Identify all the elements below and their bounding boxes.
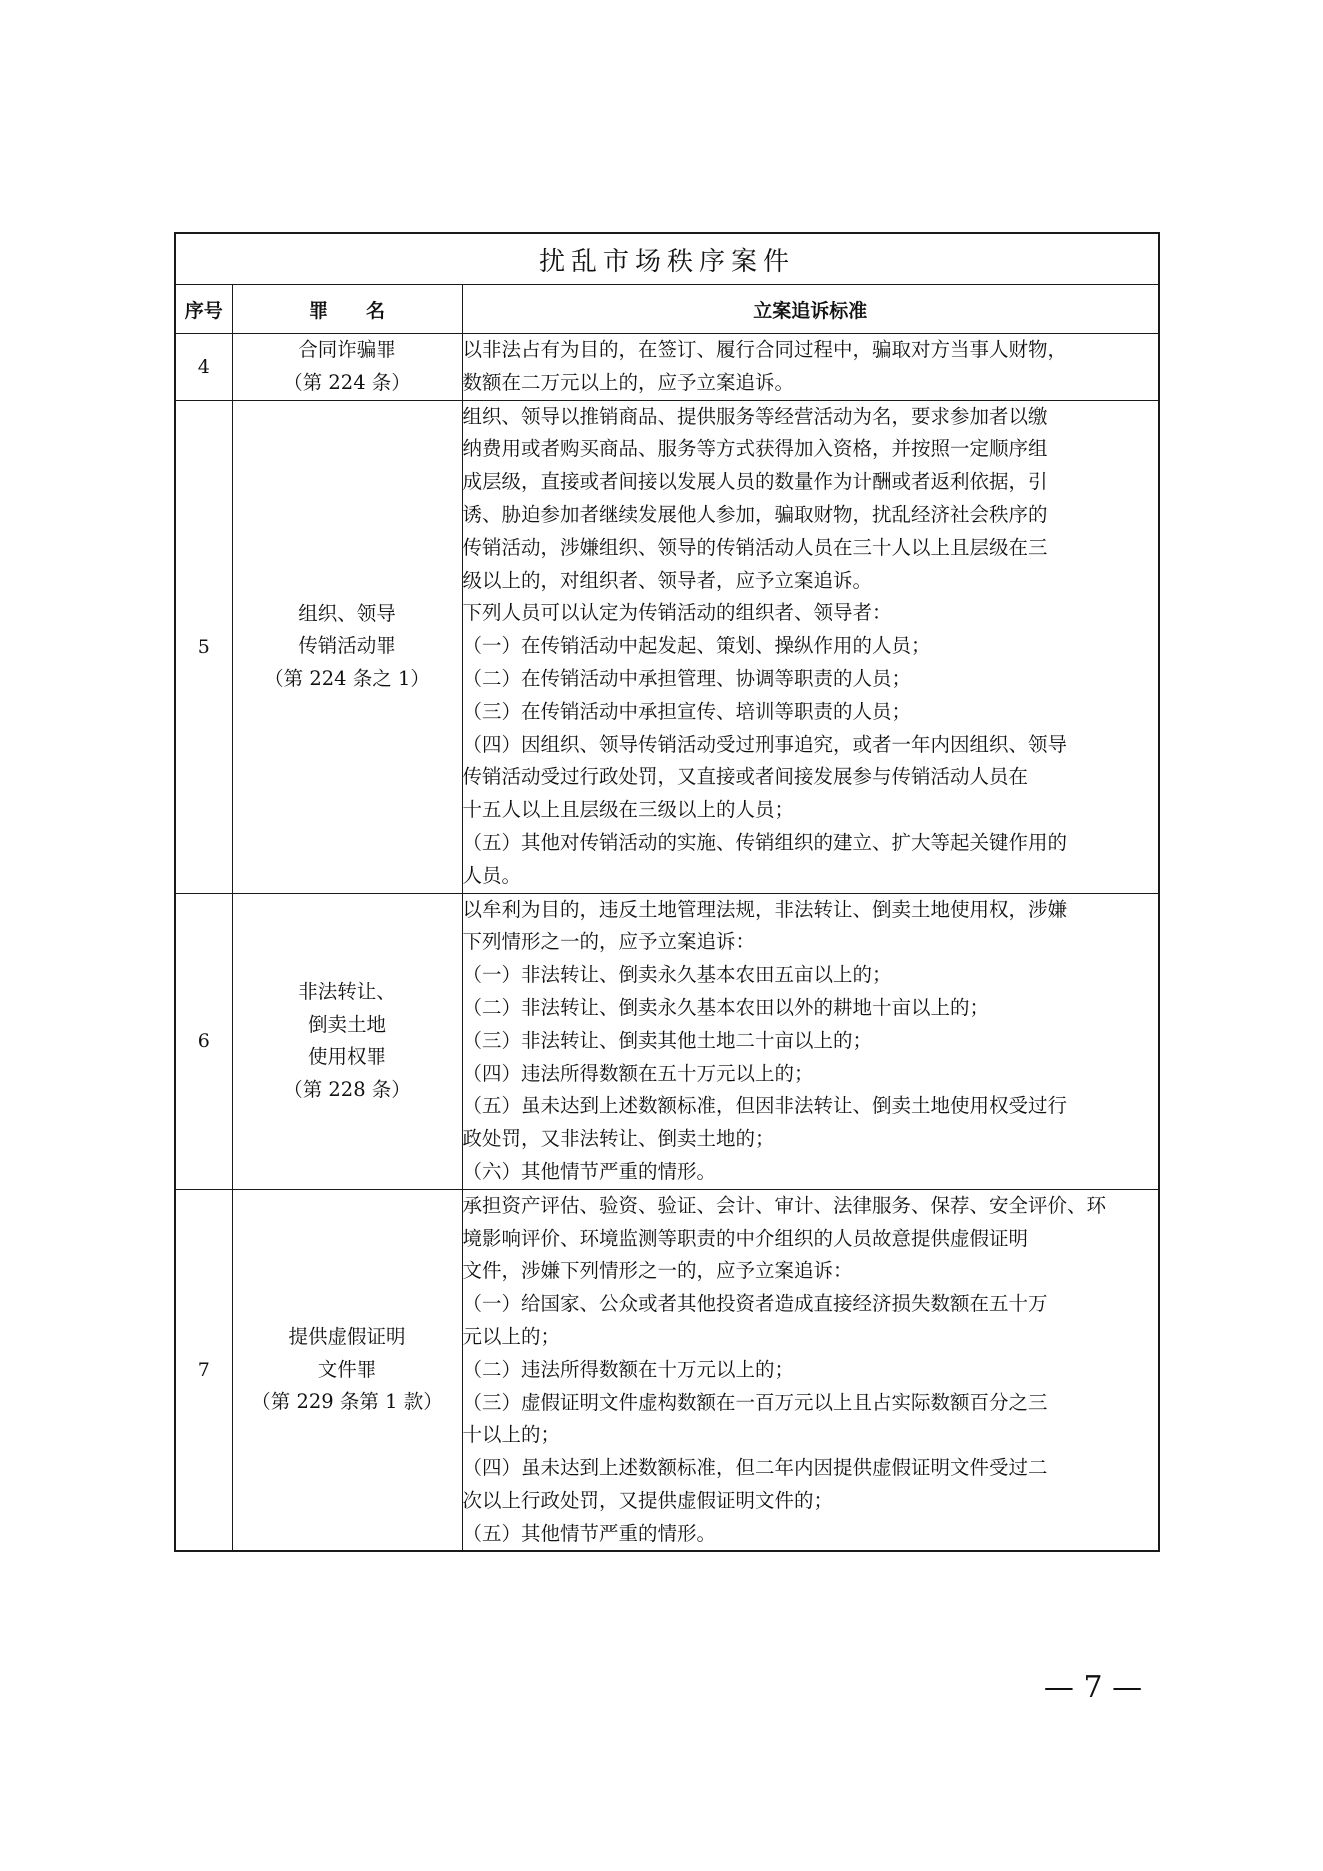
crime-name	[232, 1189, 462, 1551]
standard-line: 政处罚，又非法转让、倒卖土地的；	[462, 1127, 775, 1151]
table-row	[175, 400, 1159, 893]
row-number: 7	[175, 1189, 232, 1551]
standard-line: 文件，涉嫌下列情形之一的，应予立案追诉：	[462, 1259, 853, 1283]
standard-line: （五）虽未达到上述数额标准，但因非法转让、倒卖土地使用权受过行	[462, 1094, 1068, 1118]
header-crime-name: 罪 名	[232, 285, 462, 334]
standard-line: （一）非法转让、倒卖永久基本农田五亩以上的；	[462, 963, 892, 987]
table-row	[175, 893, 1159, 1189]
case-standards-table	[174, 232, 1160, 1552]
standard-line: （四）因组织、领导传销活动受过刑事追究，或者一年内因组织、领导	[462, 732, 1068, 756]
standard-line: 成层级，直接或者间接以发展人员的数量作为计酬或者返利依据，引	[462, 470, 1048, 494]
crime-name	[232, 893, 462, 1189]
standard-line: （二）非法转让、倒卖永久基本农田以外的耕地十亩以上的；	[462, 995, 990, 1019]
standard-line: 十以上的；	[462, 1423, 561, 1447]
standard-line: （六）其他情节严重的情形。	[462, 1159, 717, 1183]
row-number: 5	[175, 400, 232, 893]
crime-name-line: 合同诈骗罪	[298, 338, 396, 362]
standard-line: 境影响评价、环境监测等职责的中介组织的人员故意提供虚假证明	[462, 1226, 1029, 1250]
filing-standard	[462, 400, 1159, 893]
standard-line: 次以上行政处罚，又提供虚假证明文件的；	[462, 1488, 834, 1512]
row-number: 6	[175, 893, 232, 1189]
standard-line: 纳费用或者购买商品、服务等方式获得加入资格，并按照一定顺序组	[462, 437, 1048, 461]
crime-name-line: 使用权罪	[307, 1045, 386, 1069]
filing-standard	[462, 893, 1159, 1189]
table-row	[175, 1189, 1159, 1551]
standard-line: 下列情形之一的，应予立案追诉：	[462, 930, 756, 954]
standard-line: （四）违法所得数额在五十万元以上的；	[462, 1061, 814, 1085]
crime-name-line: （第 229 条第 1 款）	[251, 1390, 443, 1414]
crime-name	[232, 400, 462, 893]
crime-name-line: 倒卖土地	[307, 1012, 386, 1036]
filing-standard	[462, 1189, 1159, 1551]
standard-line: 诱、胁迫参加者继续发展他人参加，骗取财物，扰乱经济社会秩序的	[462, 502, 1048, 526]
table-row	[175, 334, 1159, 401]
crime-name-line: 提供虚假证明	[288, 1325, 406, 1349]
standard-line: 数额在二万元以上的，应予立案追诉。	[462, 370, 795, 394]
standard-line: （三）非法转让、倒卖其他土地二十亩以上的；	[462, 1028, 873, 1052]
standard-line: 承担资产评估、验资、验证、会计、审计、法律服务、保荐、安全评价、环	[462, 1193, 1107, 1217]
table-title: 扰乱市场秩序案件	[175, 233, 1159, 285]
filing-standard	[462, 334, 1159, 401]
standard-line: 元以上的；	[462, 1324, 561, 1348]
table-header-row	[175, 285, 1159, 334]
standard-line: （二）在传销活动中承担管理、协调等职责的人员；	[462, 666, 912, 690]
crime-name-line: 非法转让、	[298, 980, 396, 1004]
header-num: 序号	[175, 285, 232, 334]
standard-line: （三）在传销活动中承担宣传、培训等职责的人员；	[462, 699, 912, 723]
standard-line: 传销活动受过行政处罚，又直接或者间接发展参与传销活动人员在	[462, 765, 1029, 789]
standard-line: 传销活动，涉嫌组织、领导的传销活动人员在三十人以上且层级在三	[462, 535, 1048, 559]
standard-line: 以牟利为目的，违反土地管理法规，非法转让、倒卖土地使用权，涉嫌	[462, 897, 1068, 921]
standard-line: （四）虽未达到上述数额标准，但二年内因提供虚假证明文件受过二	[462, 1456, 1048, 1480]
crime-name-line: （第 228 条）	[283, 1077, 411, 1101]
crime-name-line: 传销活动罪	[298, 634, 396, 658]
standard-line: （五）其他情节严重的情形。	[462, 1521, 717, 1545]
crime-name-line: （第 224 条）	[283, 370, 411, 394]
standard-line: 十五人以上且层级在三级以上的人员；	[462, 798, 795, 822]
page-number: — 7 —	[1043, 1670, 1143, 1705]
table-title-row	[175, 233, 1159, 285]
crime-name	[232, 334, 462, 401]
standard-line: （一）在传销活动中起发起、策划、操纵作用的人员；	[462, 634, 931, 658]
standard-line: 以非法占有为目的，在签订、履行合同过程中，骗取对方当事人财物，	[462, 338, 1068, 361]
standard-line: 人员。	[462, 863, 522, 887]
standard-line: （五）其他对传销活动的实施、传销组织的建立、扩大等起关键作用的	[462, 830, 1068, 854]
header-standard: 立案追诉标准	[462, 285, 1159, 334]
standard-line: 下列人员可以认定为传销活动的组织者、领导者：	[462, 601, 892, 625]
standard-line: 组织、领导以推销商品、提供服务等经营活动为名，要求参加者以缴	[462, 404, 1048, 428]
standard-line: （二）违法所得数额在十万元以上的；	[462, 1357, 795, 1381]
standard-line: 级以上的，对组织者、领导者，应予立案追诉。	[462, 568, 873, 592]
row-number: 4	[175, 334, 232, 401]
crime-name-line: 组织、领导	[298, 601, 396, 625]
crime-name-line: 文件罪	[317, 1357, 377, 1381]
standard-line: （一）给国家、公众或者其他投资者造成直接经济损失数额在五十万	[462, 1292, 1048, 1316]
standard-line: （三）虚假证明文件虚构数额在一百万元以上且占实际数额百分之三	[462, 1390, 1048, 1414]
crime-name-line: （第 224 条之 1）	[264, 666, 430, 690]
